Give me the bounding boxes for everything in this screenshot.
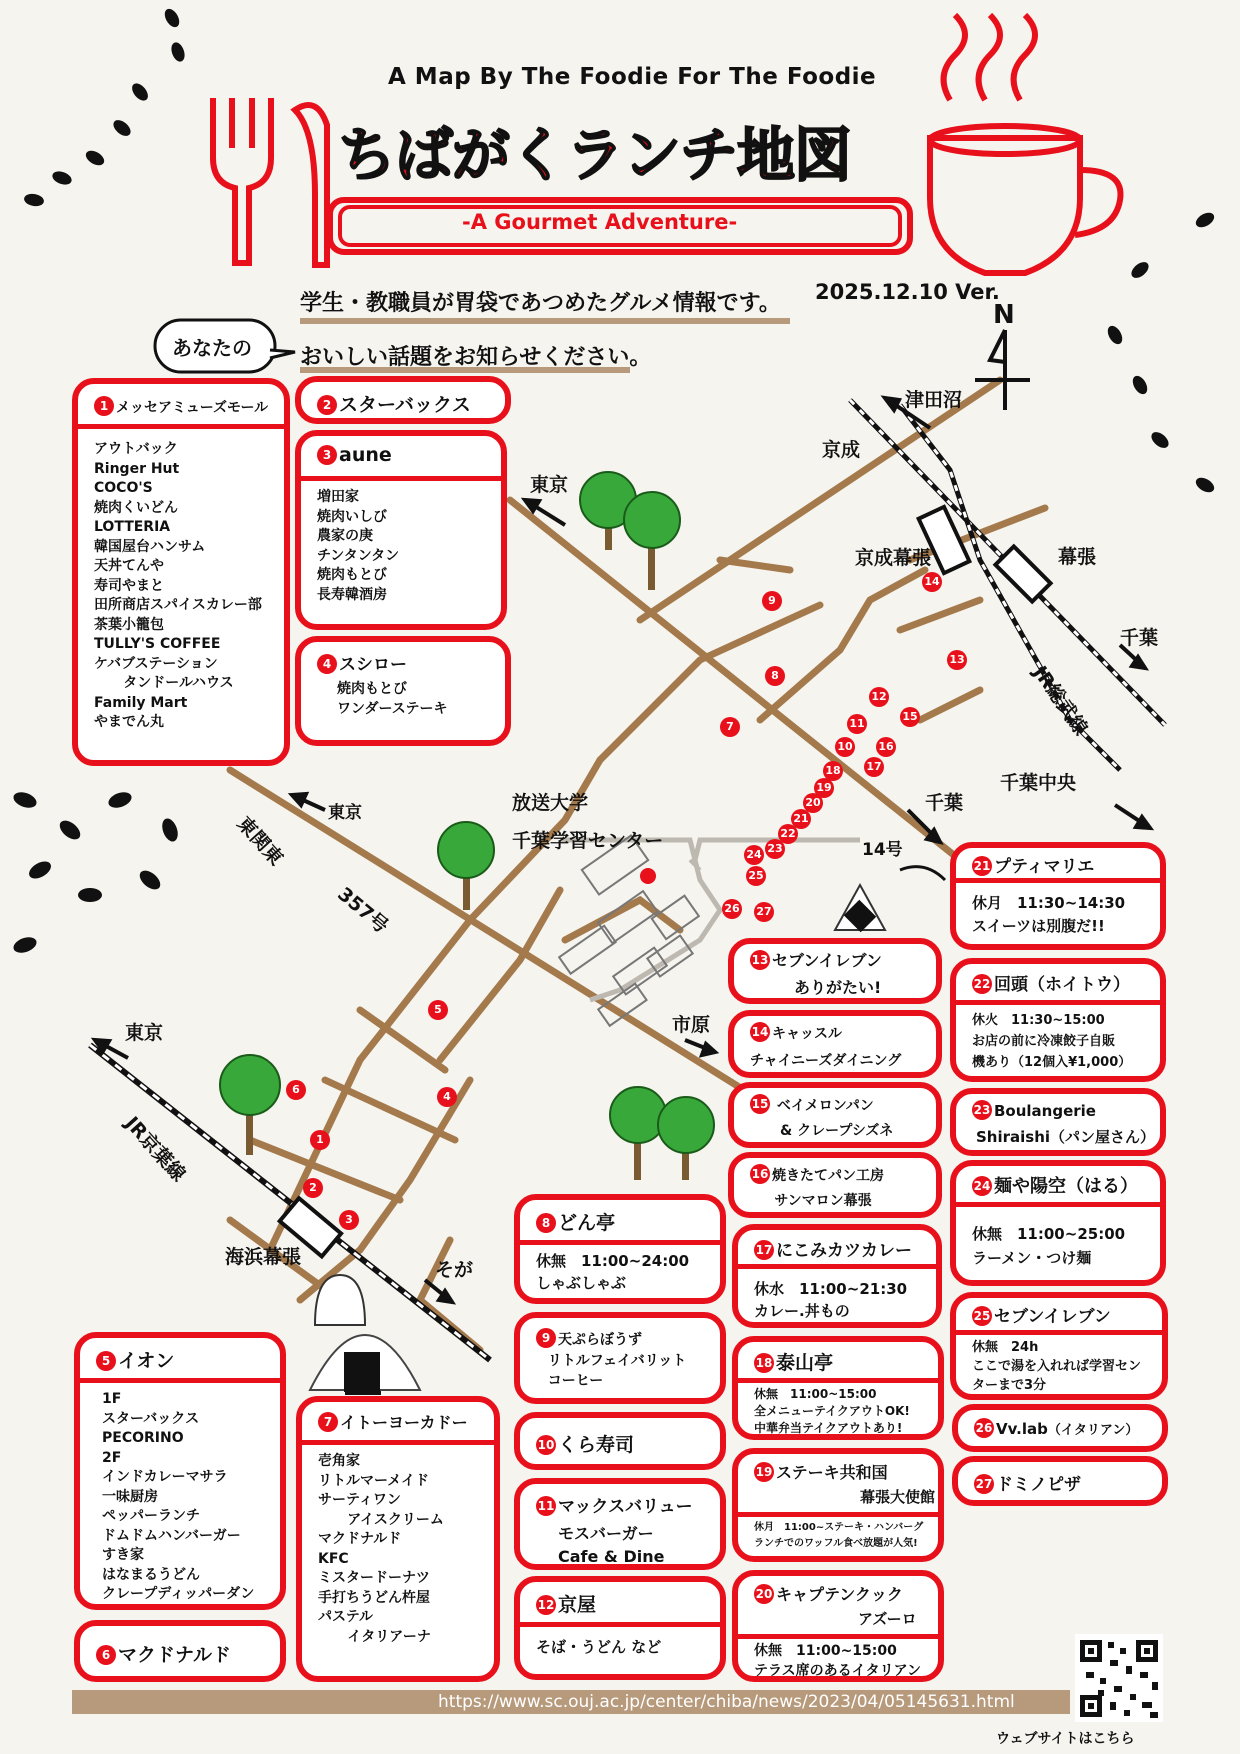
- map-pin-1[interactable]: 1: [310, 1130, 330, 1150]
- campus-marker: [640, 868, 656, 884]
- label-route14: 14号: [862, 840, 903, 860]
- shop-11-list: モスバーガー Cafe & Dine: [558, 1524, 665, 1566]
- shop-box-10: [514, 1412, 726, 1470]
- map-pin-11[interactable]: 11: [847, 714, 867, 734]
- shop-11-title: 11 マックスバリュー: [537, 1497, 693, 1517]
- intro-text-2: おいしい話題をお知らせください。: [300, 345, 652, 370]
- shop-18-list: 休無 11:00~15:00 全メニューテイクアウトOK! 中華弁当テイクアウトあり!: [754, 1387, 910, 1435]
- shop-box-25: [950, 1292, 1168, 1400]
- shop-20-title2: アズーロ: [858, 1610, 917, 1628]
- map-pin-3[interactable]: 3: [339, 1210, 359, 1230]
- shop-box-14: [728, 1010, 942, 1078]
- shop-21-title: 21 プティマリエ: [973, 857, 1095, 877]
- shop-12-title: 12 京屋: [537, 1594, 597, 1616]
- map-pin-27[interactable]: 27: [754, 902, 774, 922]
- shop-box-27: [952, 1456, 1168, 1506]
- shop-box-11: [514, 1478, 726, 1570]
- shop-14-list: チャイニーズダイニング: [750, 1053, 902, 1069]
- shop-17-title: 17 にこみカツカレー: [755, 1241, 912, 1261]
- label-tokyo-mid: 東京: [328, 803, 362, 823]
- shop-box-4: [295, 636, 511, 746]
- shop-box-18: [732, 1336, 944, 1440]
- intro-underline: [300, 318, 790, 324]
- shop-9-title: 9 天ぷらぼうず: [520, 1318, 720, 1349]
- intro-text: 学生・教職員が胃袋であつめたグルメ情報です。: [300, 291, 781, 316]
- subtitle: -A Gourmet Adventure-: [462, 210, 738, 234]
- map-pin-4[interactable]: 4: [437, 1087, 457, 1107]
- shop-1-list: アウトバック Ringer Hut COCO'S 焼肉くいどん LOTTERIA 韓国屋台ハンサム 天丼てんや 寿司やまと 田所商店スパイスカレー部 茶葉小籠包 TULLY'S COFFEE ケバブステーション タンドールハウス Family Mart やまでん丸: [94, 441, 262, 730]
- label-univ-2: 千葉学習センター: [512, 830, 664, 852]
- label-keisei-makuhari: 京成幕張: [855, 547, 932, 569]
- map-pin-13[interactable]: 13: [947, 650, 967, 670]
- label-higashi-kanto: 東関東: [232, 812, 288, 870]
- map-pin-18[interactable]: 18: [823, 761, 843, 781]
- label-soga: そが: [435, 1259, 474, 1281]
- map-pin-9[interactable]: 9: [762, 591, 782, 611]
- map-pin-21[interactable]: 21: [791, 809, 811, 829]
- shop-7-title: 7 イトーヨーカドー: [302, 1402, 494, 1433]
- map-pin-2[interactable]: 2: [303, 1178, 323, 1198]
- label-ichihara: 市原: [672, 1014, 711, 1036]
- label-chiba-chuo: 千葉中央: [1000, 772, 1077, 794]
- shop-16-list: サンマロン幕張: [750, 1193, 872, 1209]
- shop-box-17: [732, 1224, 942, 1328]
- shop-box-19: [732, 1448, 944, 1562]
- shop-box-24: [950, 1160, 1166, 1286]
- shop-4-title: 4 スシロー: [301, 642, 505, 675]
- map-pin-15[interactable]: 15: [900, 707, 920, 727]
- shop-14-title: 14 キャッスル: [734, 1016, 936, 1043]
- page-title: ちばがくランチ地図: [338, 121, 852, 189]
- map-pin-12[interactable]: 12: [869, 687, 889, 707]
- map-pin-23[interactable]: 23: [765, 839, 785, 859]
- map-pin-5[interactable]: 5: [428, 1000, 448, 1020]
- shop-box-16: [728, 1152, 942, 1218]
- shop-27-title: 27 ドミノピザ: [975, 1475, 1081, 1495]
- shop-box-26: [952, 1404, 1168, 1452]
- shop-17-list: 休水 11:00~21:30 カレー.丼もの: [754, 1280, 908, 1320]
- shop-box-23: [950, 1088, 1166, 1156]
- north-arrow-icon: [975, 330, 1030, 410]
- shop-box-12: [514, 1576, 726, 1680]
- map-pin-7[interactable]: 7: [720, 717, 740, 737]
- shop-1-title: 1 メッセアミューズモール: [78, 384, 284, 417]
- shop-5-list: 1F スターバックス PECORINO 2F インドカレーマサラ 一味厨房 ペッパーランチ ドムドムハンバーガー すき家 はなまるうどん クレープディッパーダン: [102, 1391, 255, 1602]
- shop-16-title: 16 焼きたてパン工房: [734, 1158, 936, 1185]
- shop-5-title: 5 イオン: [80, 1338, 280, 1373]
- shop-box-5: [74, 1332, 286, 1610]
- label-univ-1: 放送大学: [512, 792, 589, 814]
- map-pin-17[interactable]: 17: [864, 757, 884, 777]
- shop-10-title: 10 くら寿司: [537, 1434, 635, 1456]
- shop-9-list: リトルフェイバリット コーヒー: [547, 1353, 687, 1389]
- shop-box-21: [950, 842, 1166, 950]
- label-route357: 357号: [333, 883, 393, 938]
- shop-15-list: & クレープシズネ: [780, 1123, 894, 1139]
- shop-19-title2: 幕張大使館: [860, 1488, 936, 1506]
- shop-20-list: 休無 11:00~15:00 テラス席のあるイタリアン: [754, 1643, 922, 1679]
- shop-box-22: [950, 958, 1166, 1082]
- map-pin-14[interactable]: 14: [922, 572, 942, 592]
- map-pin-16[interactable]: 16: [876, 737, 896, 757]
- shop-19-list: 休月 11:00~ステーキ・ハンバーグ ランチでのワッフル食べ放題が人気!: [754, 1522, 924, 1549]
- version-label: 2025.12.10 Ver.: [815, 280, 1000, 304]
- north-label: N: [993, 300, 1015, 330]
- shop-box-9: [514, 1312, 726, 1404]
- shop-19-title: 19 ステーキ共和国: [755, 1463, 888, 1482]
- shop-box-15: [728, 1082, 942, 1148]
- qr-code-icon: [1075, 1634, 1163, 1722]
- shop-3-list: 増田家 焼肉いしび 農家の庚 チンタンタン 焼肉もとび 長寿韓酒房: [317, 489, 400, 603]
- shop-box-7: [296, 1396, 500, 1682]
- tagline: A Map By The Foodie For The Foodie: [388, 64, 877, 90]
- shop-20-title: 20 キャプテンクック: [755, 1585, 903, 1604]
- label-tsudanuma: 津田沼: [905, 389, 963, 411]
- map-pin-25[interactable]: 25: [746, 866, 766, 886]
- shop-21-list: 休月 11:30~14:30 スイーツは別腹だ!!: [972, 894, 1126, 935]
- map-pin-10[interactable]: 10: [835, 737, 855, 757]
- shop-box-13: [728, 938, 942, 1004]
- shop-3-title: 3 aune: [301, 436, 501, 466]
- shop-8-list: 休無 11:00~24:00 しゃぶしゃぶ: [536, 1252, 690, 1292]
- shop-box-20: [732, 1570, 944, 1682]
- label-kaihin-makuhari: 海浜幕張: [225, 1246, 302, 1268]
- label-chiba-right: 千葉: [1120, 627, 1159, 649]
- website-link[interactable]: https://www.sc.ouj.ac.jp/center/chiba/news/2023/04/05145631.html: [438, 1692, 1015, 1712]
- map-pin-6[interactable]: 6: [286, 1080, 306, 1100]
- map-pin-26[interactable]: 26: [722, 899, 742, 919]
- label-keisei: 京成: [822, 439, 861, 461]
- shop-8-title: 8 どん亭: [520, 1200, 720, 1235]
- label-tokyo-left: 東京: [125, 1022, 164, 1044]
- map-pin-22[interactable]: 22: [778, 824, 798, 844]
- shop-24-list: 休無 11:00~25:00 ラーメン・つけ麺: [972, 1225, 1126, 1267]
- shop-box-1: [72, 378, 290, 766]
- shop-22-list: 休火 11:30~15:00 お店の前に冷凍餃子自販 機あり（12個入¥1,000）: [972, 1013, 1132, 1070]
- shop-7-list: 壱角家 リトルマーメイド サーティワン アイスクリーム マクドナルド KFC ミスタードーナツ 手打ちうどん杵屋 パステル イタリアーナ: [318, 1453, 444, 1645]
- label-chiba-mid: 千葉: [925, 792, 964, 814]
- label-tokyo-top: 東京: [530, 474, 569, 496]
- shop-24-title: 24 麺や陽空（はる）: [973, 1176, 1138, 1197]
- shop-26-title: 26 Vv.lab（イタリアン）: [975, 1420, 1139, 1438]
- qr-caption: ウェブサイトはこちら: [996, 1731, 1135, 1747]
- label-makuhari: 幕張: [1058, 546, 1097, 568]
- shop-box-2: [295, 376, 511, 424]
- shop-15-title: 15 ベイメロンパン: [734, 1088, 936, 1115]
- shop-13-list: ありがたい!: [794, 978, 882, 997]
- shop-13-title: 13 セブンイレブン: [751, 951, 882, 970]
- shop-box-8: [514, 1194, 726, 1304]
- map-pin-19[interactable]: 19: [814, 778, 834, 798]
- map-pin-8[interactable]: 8: [765, 666, 785, 686]
- shop-25-title: 25 セブンイレブン: [973, 1307, 1111, 1327]
- shop-23-title2: Shiraishi（パン屋さん）: [976, 1128, 1156, 1146]
- map-pin-24[interactable]: 24: [744, 845, 764, 865]
- shop-23-title: 23 Boulangerie: [973, 1102, 1096, 1120]
- label-jr-sobu: JR総武線: [1028, 662, 1092, 740]
- shop-2-title: 2 スターバックス: [301, 382, 505, 417]
- shop-18-title: 18 泰山亭: [755, 1352, 834, 1374]
- shop-4-list: 焼肉もとび ワンダーステーキ: [337, 681, 448, 717]
- label-jr-keiyo: JR京葉線: [120, 1112, 190, 1186]
- bubble-text: あなたの: [172, 336, 252, 360]
- shop-25-list: 休無 24h ここで湯を入れれば学習セン ターまで3分: [972, 1340, 1142, 1393]
- shop-12-list: そば・うどん など: [536, 1638, 662, 1656]
- shop-6-title: 6 マクドナルド: [80, 1626, 280, 1667]
- map-pin-20[interactable]: 20: [803, 793, 823, 813]
- shop-box-3: [295, 430, 507, 630]
- shop-box-6: [74, 1620, 286, 1682]
- shop-22-title: 22 回頭（ホイトウ）: [973, 975, 1130, 995]
